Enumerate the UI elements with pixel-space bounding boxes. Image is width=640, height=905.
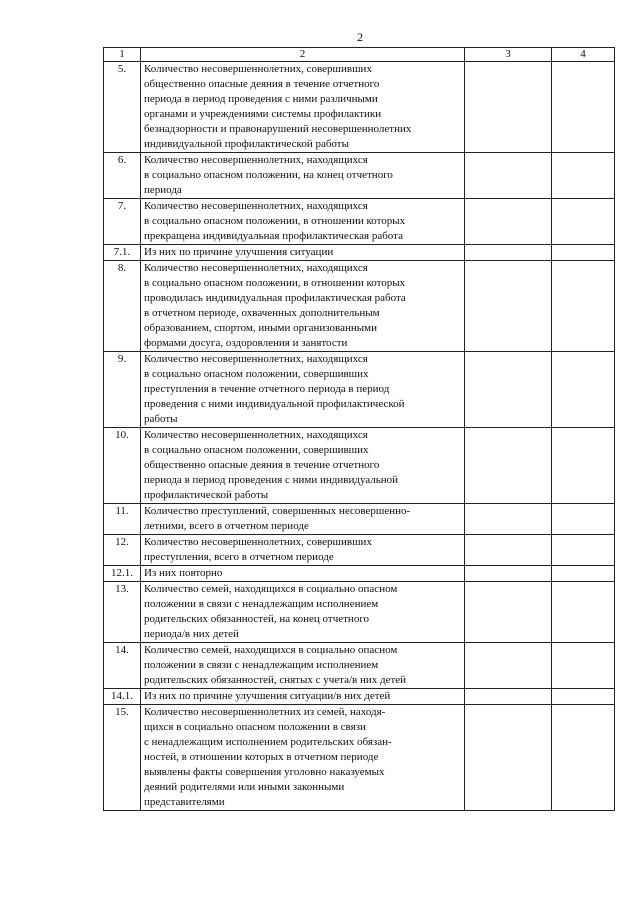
indicator-text-line: общественно опасные деяния в течение отчетного <box>144 459 380 471</box>
indicator-text-line: периода в период проведения с ними индивидуальной <box>144 474 399 486</box>
indicator-text-line: Количество несовершеннолетних, совершивших <box>144 63 372 75</box>
value-cell-column-4 <box>552 566 615 582</box>
indicator-text-line: Количество несовершеннолетних, находящихся <box>144 200 368 212</box>
column-3-header: 3 <box>465 48 552 62</box>
value-cell-column-3 <box>465 352 552 428</box>
row-indicator-text <box>141 245 465 261</box>
value-cell-column-4 <box>552 199 615 245</box>
indicator-text-line: Из них по причине улучшения ситуации <box>144 246 334 258</box>
row-number: 11. <box>104 504 141 535</box>
indicator-text-line: образованием, спортом, иными организованными <box>144 322 377 334</box>
indicator-text-line: деяний родителями или иными законными <box>144 781 345 793</box>
value-cell-column-3 <box>465 582 552 643</box>
table-row <box>104 705 615 811</box>
table-row <box>104 504 615 535</box>
indicator-text-line: безнадзорности и правонарушений несовершеннолетних <box>144 123 412 135</box>
table-row <box>104 643 615 689</box>
indicator-text-line: в социально опасном положении, совершивших <box>144 444 369 456</box>
indicator-text-line: прекращена индивидуальная профилактическая работа <box>144 230 403 242</box>
indicator-text-line: Из них повторно <box>144 567 223 579</box>
indicator-text-line: положении в связи с ненадлежащим исполнением <box>144 659 379 671</box>
row-number: 8. <box>104 261 141 352</box>
value-cell-column-4 <box>552 153 615 199</box>
table-row <box>104 566 615 582</box>
indicator-text-line: работы <box>144 413 178 425</box>
column-2-header: 2 <box>141 48 465 62</box>
row-number: 14.1. <box>104 689 141 705</box>
row-number: 6. <box>104 153 141 199</box>
table-row <box>104 62 615 153</box>
row-indicator-text <box>141 535 465 566</box>
table-row <box>104 199 615 245</box>
indicator-text-line: положении в связи с ненадлежащим исполнением <box>144 598 379 610</box>
indicator-text-line: периода в период проведения с ними различными <box>144 93 378 105</box>
row-number: 12.1. <box>104 566 141 582</box>
value-cell-column-4 <box>552 535 615 566</box>
table-row <box>104 535 615 566</box>
indicator-text-line: летними, всего в отчетном периоде <box>144 520 309 532</box>
value-cell-column-3 <box>465 566 552 582</box>
table-row <box>104 261 615 352</box>
row-indicator-text <box>141 199 465 245</box>
value-cell-column-3 <box>465 504 552 535</box>
indicator-text-line: в социально опасном положении, в отношении которых <box>144 277 406 289</box>
indicator-text-line: Количество семей, находящихся в социально опасном <box>144 644 398 656</box>
indicator-text-line: преступления в течение отчетного периода в период <box>144 383 390 395</box>
table-row <box>104 582 615 643</box>
indicator-text-line: выявлены факты совершения уголовно наказуемых <box>144 766 385 778</box>
column-number-header-row <box>104 48 615 62</box>
value-cell-column-3 <box>465 261 552 352</box>
row-indicator-text <box>141 62 465 153</box>
value-cell-column-3 <box>465 689 552 705</box>
row-indicator-text <box>141 643 465 689</box>
row-indicator-text <box>141 352 465 428</box>
row-indicator-text <box>141 153 465 199</box>
indicator-text-line: в отчетном периоде, охваченных дополнительным <box>144 307 380 319</box>
indicator-text-line: общественно опасные деяния в течение отчетного <box>144 78 380 90</box>
indicator-text-line: профилактической работы <box>144 489 269 501</box>
row-indicator-text <box>141 582 465 643</box>
row-number: 10. <box>104 428 141 504</box>
page-number: 2 <box>357 30 363 44</box>
indicator-text-line: органами и учреждениями системы профилактики <box>144 108 382 120</box>
row-number: 14. <box>104 643 141 689</box>
indicator-text-line: с ненадлежащим исполнением родительских обязан- <box>144 736 392 748</box>
indicator-text-line: формами досуга, оздоровления и занятости <box>144 337 348 349</box>
value-cell-column-3 <box>465 153 552 199</box>
indicator-text-line: родительских обязанностей, на конец отчетного <box>144 613 370 625</box>
indicator-text-line: Из них по причине улучшения ситуации/в них детей <box>144 690 391 702</box>
table-row <box>104 245 615 261</box>
column-4-header: 4 <box>552 48 615 62</box>
indicator-text-line: периода <box>144 184 182 196</box>
value-cell-column-4 <box>552 504 615 535</box>
column-1-header: 1 <box>104 48 141 62</box>
indicator-text-line: родительских обязанностей, снятых с учета/в них детей <box>144 674 407 686</box>
report-table-body <box>104 48 615 811</box>
report-table <box>103 47 615 811</box>
indicator-text-line: в социально опасном положении, в отношении которых <box>144 215 406 227</box>
row-number: 13. <box>104 582 141 643</box>
row-indicator-text <box>141 504 465 535</box>
indicator-text-line: проводилась индивидуальная профилактическая работа <box>144 292 406 304</box>
value-cell-column-4 <box>552 643 615 689</box>
indicator-text-line: представителями <box>144 796 225 808</box>
row-number: 12. <box>104 535 141 566</box>
row-number: 7. <box>104 199 141 245</box>
value-cell-column-4 <box>552 62 615 153</box>
indicator-text-line: щихся в социально опасном положении в связи <box>144 721 366 733</box>
indicator-text-line: Количество несовершеннолетних, находящихся <box>144 262 368 274</box>
indicator-text-line: Количество несовершеннолетних, находящихся <box>144 154 368 166</box>
indicator-text-line: ностей, в отношении которых в отчетном периоде <box>144 751 379 763</box>
value-cell-column-3 <box>465 245 552 261</box>
row-number: 7.1. <box>104 245 141 261</box>
value-cell-column-4 <box>552 428 615 504</box>
row-indicator-text <box>141 428 465 504</box>
row-indicator-text <box>141 705 465 811</box>
value-cell-column-3 <box>465 643 552 689</box>
value-cell-column-4 <box>552 261 615 352</box>
value-cell-column-3 <box>465 428 552 504</box>
row-number: 5. <box>104 62 141 153</box>
row-indicator-text <box>141 261 465 352</box>
value-cell-column-3 <box>465 535 552 566</box>
value-cell-column-4 <box>552 705 615 811</box>
table-row <box>104 153 615 199</box>
indicator-text-line: Количество несовершеннолетних, находящихся <box>144 353 368 365</box>
row-number: 15. <box>104 705 141 811</box>
row-indicator-text <box>141 689 465 705</box>
indicator-text-line: Количество преступлений, совершенных несовершенно- <box>144 505 411 517</box>
row-indicator-text <box>141 566 465 582</box>
table-row <box>104 428 615 504</box>
indicator-text-line: в социально опасном положении, совершивших <box>144 368 369 380</box>
value-cell-column-3 <box>465 62 552 153</box>
row-number: 9. <box>104 352 141 428</box>
table-row <box>104 689 615 705</box>
value-cell-column-4 <box>552 689 615 705</box>
value-cell-column-4 <box>552 245 615 261</box>
table-row <box>104 352 615 428</box>
value-cell-column-3 <box>465 199 552 245</box>
indicator-text-line: Количество семей, находящихся в социально опасном <box>144 583 398 595</box>
indicator-text-line: преступления, всего в отчетном периоде <box>144 551 334 563</box>
value-cell-column-3 <box>465 705 552 811</box>
indicator-text-line: индивидуальной профилактической работы <box>144 138 349 150</box>
indicator-text-line: периода/в них детей <box>144 628 239 640</box>
value-cell-column-4 <box>552 352 615 428</box>
indicator-text-line: проведения с ними индивидуальной профилактической <box>144 398 405 410</box>
indicator-text-line: в социально опасном положении, на конец отчетного <box>144 169 393 181</box>
indicator-text-line: Количество несовершеннолетних, совершивших <box>144 536 372 548</box>
value-cell-column-4 <box>552 582 615 643</box>
indicator-text-line: Количество несовершеннолетних, находящихся <box>144 429 368 441</box>
indicator-text-line: Количество несовершеннолетних из семей, находя- <box>144 706 386 718</box>
